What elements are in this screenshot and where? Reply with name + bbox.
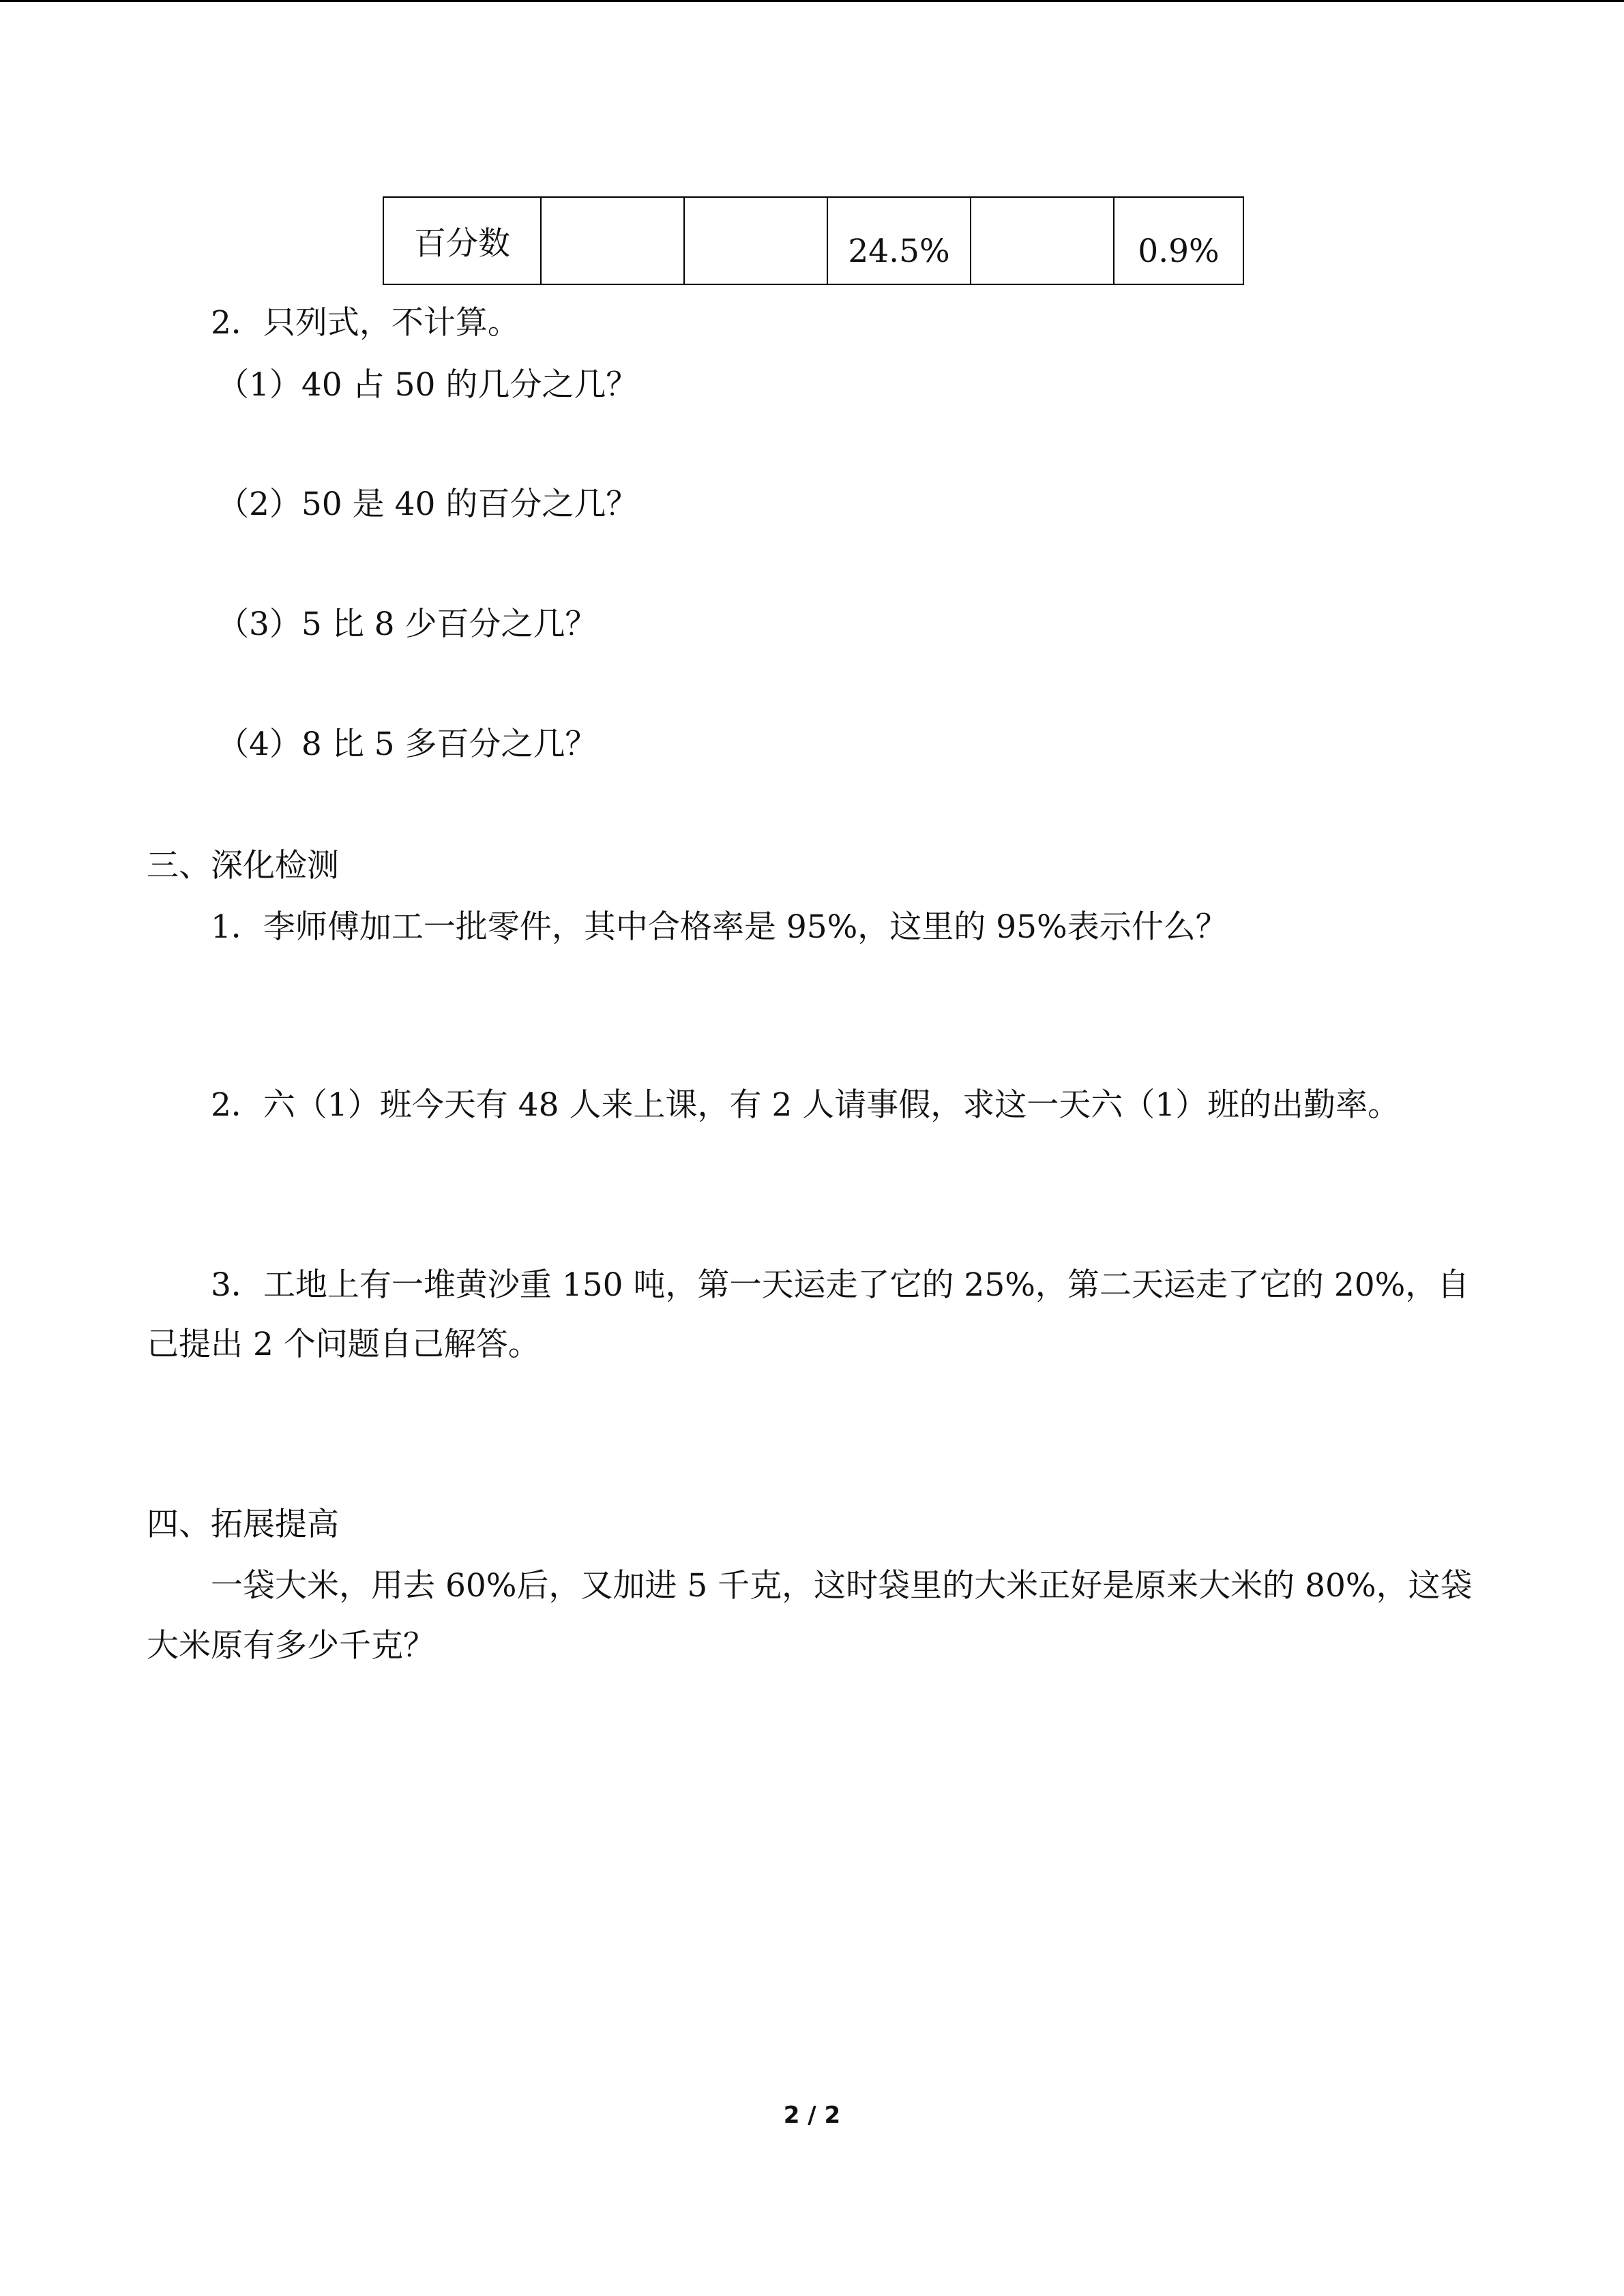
question-text: 3．工地上有一堆黄沙重 150 吨，第一天运走了它的 25%，第二天运走了它的 20%，自 — [211, 1266, 1470, 1304]
page-number: 2 / 2 — [783, 2102, 841, 2129]
table-cell — [684, 197, 827, 284]
percent-table — [383, 196, 1244, 285]
section-heading: 三、深化检测 — [147, 847, 339, 884]
problem-text: 一袋大米，用去 60%后，又加进 5 千克，这时袋里的大米正好是原来大米的 80%，这袋 — [211, 1567, 1473, 1605]
table-cell: 0.9% — [1114, 197, 1243, 284]
sub-question: （2）50 是 40 的百分之几？ — [217, 486, 638, 523]
sub-question: （1）40 占 50 的几分之几？ — [217, 366, 638, 404]
table-row — [383, 197, 1243, 284]
table-row-label: 百分数 — [383, 197, 541, 284]
top-border-line — [0, 0, 1624, 2]
section-heading: 四、拓展提高 — [147, 1506, 339, 1543]
sub-question: （4）8 比 5 多百分之几？ — [217, 726, 597, 763]
table-cell: 24.5% — [827, 197, 971, 284]
question-text: 1．李师傅加工一批零件，其中合格率是 95%，这里的 95%表示什么？ — [211, 908, 1228, 946]
sub-question: （3）5 比 8 少百分之几？ — [217, 606, 597, 643]
question-2-title: 2．只列式，不计算。 — [211, 304, 520, 342]
question-text-continued: 己提出 2 个问题自己解答。 — [147, 1326, 540, 1363]
table-cell — [541, 197, 684, 284]
table-cell — [971, 197, 1114, 284]
problem-text-continued: 大米原有多少千克？ — [147, 1627, 435, 1665]
question-text: 2．六（1）班今天有 48 人来上课，有 2 人请事假，求这一天六（1）班的出勤率。 — [211, 1086, 1400, 1124]
